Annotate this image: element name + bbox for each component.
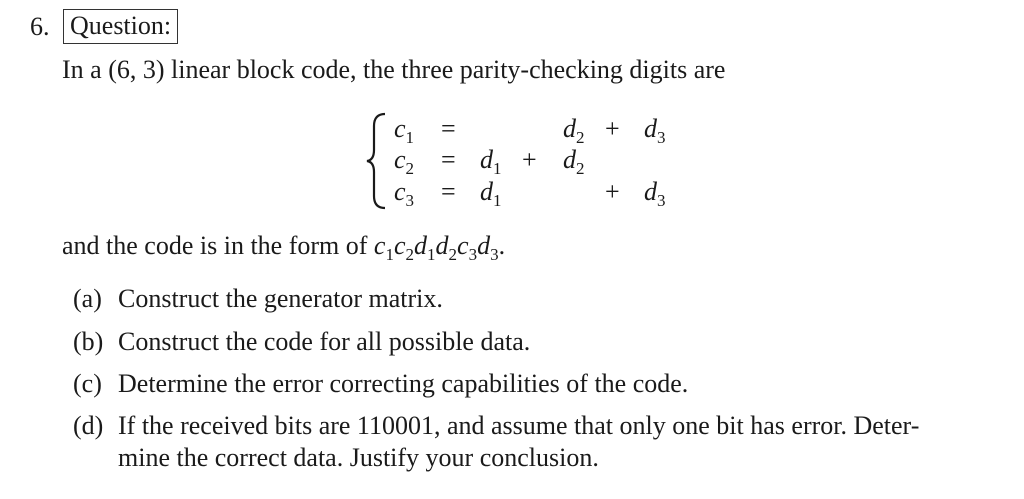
- part-a-label: (a): [73, 284, 102, 313]
- eq-row-1-equals: =: [441, 114, 456, 143]
- question-number: 6.: [30, 12, 50, 41]
- eq-row-1-lhs: $c_1$: [394, 114, 415, 147]
- part-d-text-line2: mine the correct data. Justify your conclusion.: [118, 443, 599, 472]
- part-d-label: (d): [73, 411, 104, 440]
- part-c-label: (c): [73, 369, 102, 398]
- eq-row-2-term1: $d_1$: [480, 145, 502, 178]
- part-c-text: Determine the error correcting capabilities of the code.: [118, 369, 689, 398]
- question-label-box: Question:: [63, 9, 178, 44]
- eq-row-1-term2: $d_2$: [563, 114, 585, 147]
- eq-row-3-lhs: $c_3$: [394, 177, 415, 210]
- eq-row-3-term3: $d_3$: [644, 177, 666, 210]
- question-intro: In a (6, 3) linear block code, the three parity-checking digits are: [62, 55, 726, 84]
- eq-row-1-term3: $d_3$: [644, 114, 666, 147]
- eq-row-2-lhs: $c_2$: [394, 145, 415, 178]
- eq-row-1-plus: +: [605, 114, 620, 143]
- part-b-text: Construct the code for all possible data.: [118, 327, 531, 356]
- eq-row-3-equals: =: [441, 177, 456, 206]
- code-form-prefix: and the code is in the form of: [62, 231, 374, 260]
- left-brace: [365, 112, 387, 210]
- eq-row-3-plus: +: [605, 177, 620, 206]
- eq-row-3-term1: $d_1$: [480, 177, 502, 210]
- eq-row-2-term2: $d_2$: [563, 145, 585, 178]
- code-form-sequence: $c_1c_2d_1d_2c_3d_3$: [373, 231, 499, 264]
- eq-row-2-plus: +: [522, 145, 537, 174]
- eq-row-2-equals: =: [441, 145, 456, 174]
- part-d-text-line1: If the received bits are 110001, and assume that only one bit has error. Deter-: [118, 411, 920, 440]
- code-form-line: and the code is in the form of $c_1c_2d_1d_2c_3d_3$.: [62, 231, 506, 264]
- part-a-text: Construct the generator matrix.: [118, 284, 443, 313]
- part-b-label: (b): [73, 327, 104, 356]
